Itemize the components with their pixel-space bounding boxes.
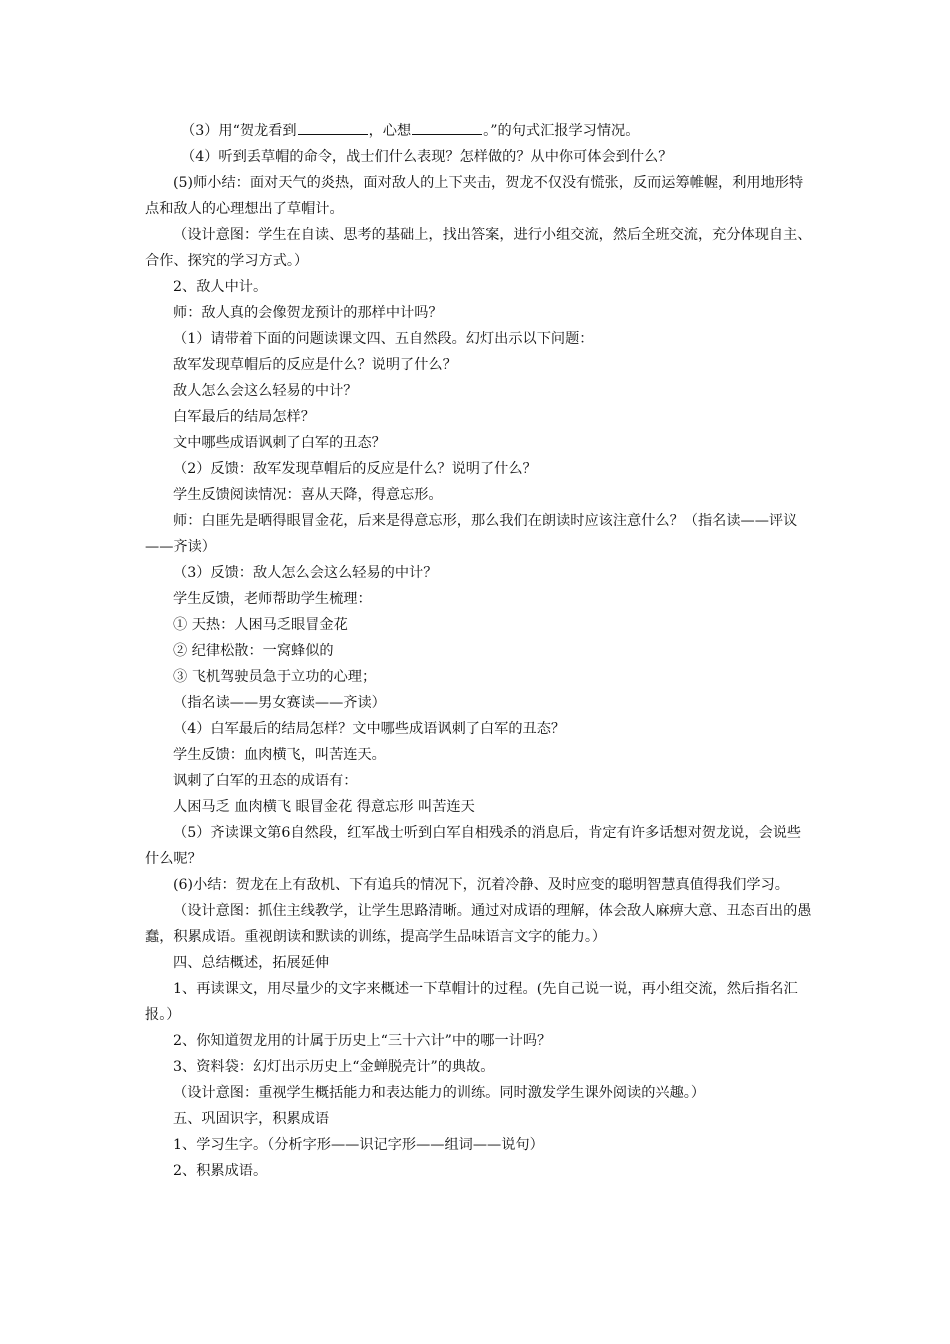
design-intent-3: （设计意图：重视学生概括能力和表达能力的训练。同时激发学生课外阅读的兴趣。） — [173, 1085, 706, 1101]
paragraph-7: （1）请带着下面的问题读课文四、五自然段。幻灯出示以下问题： — [173, 331, 594, 347]
paragraph-35: 2、积累成语。 — [173, 1163, 268, 1179]
design-intent-1: （设计意图：学生在自读、思考的基础上，找出答案，进行小组交流，然后全班交流，充分体现自主、合作、探究的学习方式。） — [145, 227, 812, 269]
paragraph-15: （3）反馈：敌人怎么会这么轻易的中计？ — [173, 565, 438, 581]
paragraph-26: (6)小结：贺龙在上有敌机、下有追兵的情况下，沉着冷静、及时应变的聪明智慧真值得我们学习。 — [173, 877, 789, 893]
paragraph-6: 师：敌人真的会像贺龙预计的那样中计吗？ — [173, 305, 443, 321]
paragraph-34: 1、学习生字。（分析字形——识记字形——组词——说句） — [173, 1137, 544, 1153]
fill-blank-1 — [298, 119, 368, 135]
question-1: 敌军发现草帽后的反应是什么？说明了什么？ — [173, 357, 457, 373]
paragraph-23: 讽刺了白军的丑态的成语有： — [173, 773, 358, 789]
paragraph-1-part-b: ，心想 — [368, 123, 412, 139]
paragraph-22: 学生反馈：血肉横飞，叫苦连天。 — [173, 747, 386, 763]
paragraph-16: 学生反馈，老师帮助学生梳理： — [173, 591, 372, 607]
paragraph-29: 1、再读课文，用尽量少的文字来概述一下草帽计的过程。(先自己说一说，再小组交流，然后指名汇报。） — [145, 981, 798, 1023]
question-2: 敌人怎么会这么轻易的中计？ — [173, 383, 358, 399]
question-4: 文中哪些成语讽刺了白军的丑态？ — [173, 435, 386, 451]
idiom-list: 人困马乏 血肉横飞 眼冒金花 得意忘形 叫苦连天 — [173, 799, 475, 815]
paragraph-20: （指名读——男女赛读——齐读） — [173, 695, 386, 711]
section-heading-enemy-trapped: 2、敌人中计。 — [173, 279, 268, 295]
paragraph-25: （5）齐读课文第6自然段，红军战士听到白军自相残杀的消息后，肯定有许多话想对贺龙说，会说些什么呢？ — [145, 825, 802, 867]
paragraph-3: (5)师小结：面对天气的炎热，面对敌人的上下夹击，贺龙不仅没有慌张，反而运筹帷幄，利用地形特点和敌人的心理想出了草帽计。 — [145, 175, 804, 217]
list-item-2: ② 纪律松散：一窝蜂似的 — [173, 643, 334, 659]
question-3: 白军最后的结局怎样？ — [173, 409, 315, 425]
paragraph-1-part-a: （3）用“贺龙看到 — [181, 123, 297, 139]
document-page — [145, 118, 813, 1184]
list-item-3: ③ 飞机驾驶员急于立功的心理； — [173, 669, 377, 685]
paragraph-2: （4）听到丢草帽的命令，战士们什么表现？怎样做的？从中你可体会到什么？ — [181, 149, 673, 165]
paragraph-14: 师：白匪先是晒得眼冒金花，后来是得意忘形，那么我们在朗读时应该注意什么？（指名读——评议——齐读） — [145, 513, 798, 555]
section-heading-summary: 四、总结概述，拓展延伸 — [173, 955, 330, 971]
list-item-1: ① 天热：人困马乏眼冒金花 — [173, 617, 348, 633]
paragraph-30: 2、你知道贺龙用的计属于历史上“三十六计”中的哪一计吗？ — [173, 1033, 552, 1049]
paragraph-21: （4）白军最后的结局怎样？文中哪些成语讽刺了白军的丑态？ — [173, 721, 566, 737]
fill-blank-2 — [412, 119, 482, 135]
paragraph-12: （2）反馈：敌军发现草帽后的反应是什么？说明了什么？ — [173, 461, 537, 477]
paragraph-1-part-c: 。”的句式汇报学习情况。 — [483, 123, 640, 139]
design-intent-2: （设计意图：抓住主线教学，让学生思路清晰。通过对成语的理解，体会敌人麻痹大意、丑态百出的愚蠢，积累成语。重视朗读和默读的训练，提高学生品味语言文字的能力。） — [145, 903, 812, 945]
paragraph-1 — [145, 118, 813, 144]
paragraph-13: 学生反馈阅读情况：喜从天降，得意忘形。 — [173, 487, 443, 503]
paragraph-31: 3、资料袋：幻灯出示历史上“金蝉脱壳计”的典故。 — [173, 1059, 495, 1075]
section-heading-literacy: 五、巩固识字，积累成语 — [173, 1111, 330, 1127]
